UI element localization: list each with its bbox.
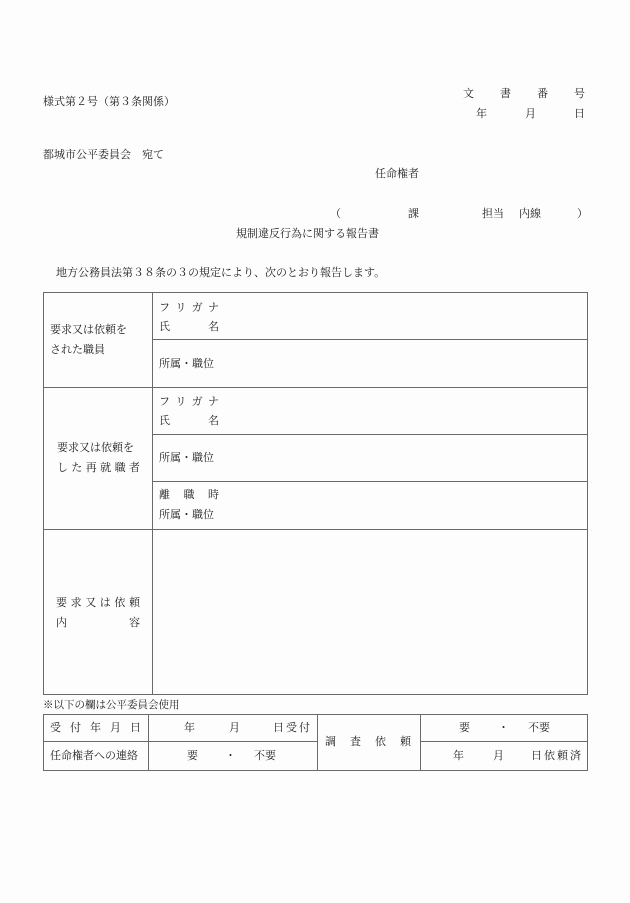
section2-label-line1: 要求又は依頼を <box>57 441 134 454</box>
label-char: 調 <box>325 735 336 748</box>
label-char: 職 <box>114 461 126 474</box>
form-number: 様式第２号（第３条関係） <box>43 95 175 108</box>
label-char: た <box>71 461 83 474</box>
investigation-day-label: 日依頼済 <box>531 749 583 762</box>
section2-affiliation-input[interactable] <box>230 439 580 476</box>
section3-content-input[interactable] <box>158 535 582 689</box>
label-char: 頼 <box>400 735 411 748</box>
date-month-label: 月 <box>525 107 536 120</box>
doc-number-char: 書 <box>500 87 511 100</box>
furigana-char: ナ <box>207 301 219 314</box>
label-char: 月 <box>110 721 121 734</box>
row-divider <box>152 481 587 482</box>
investigation-request-label <box>325 735 411 749</box>
investigation-option-field[interactable] <box>421 715 587 741</box>
contact-section-label: 課 <box>408 207 419 220</box>
investigation-date-field[interactable] <box>421 742 587 770</box>
committee-border-bottom <box>43 770 588 771</box>
contact-option-no[interactable]: 不要 <box>254 749 276 762</box>
label-char: は <box>99 596 111 609</box>
section1-affiliation-input[interactable] <box>230 345 580 381</box>
furigana-char: リ <box>175 301 187 314</box>
label-char: 依 <box>114 596 126 609</box>
retire-char: 時 <box>208 488 219 501</box>
date-field[interactable] <box>476 107 585 121</box>
appointer-contact-label: 任命権者への連絡 <box>50 749 138 762</box>
contact-close-paren: ） <box>577 207 588 220</box>
contact-person-label: 担当 <box>482 207 504 220</box>
label-char: 年 <box>90 721 101 734</box>
label-char: 再 <box>85 461 97 474</box>
contact-line[interactable] <box>0 207 630 221</box>
name-char: 氏 <box>159 320 170 333</box>
section2-retire-affiliation-input[interactable] <box>230 486 580 524</box>
receipt-month-label: 月 <box>229 721 240 734</box>
label-char: 又 <box>85 596 97 609</box>
contact-option-yes[interactable]: 要 <box>187 749 198 762</box>
label-char: 頼 <box>128 596 140 609</box>
appointer-contact-field[interactable] <box>149 742 317 770</box>
section1-affiliation-label: 所属・職位 <box>159 357 214 370</box>
label-char: 要 <box>56 596 67 609</box>
investigation-year-label: 年 <box>453 749 464 762</box>
section1-name-input[interactable] <box>230 298 580 336</box>
label-char: 就 <box>100 461 112 474</box>
label-char: 受 <box>50 721 61 734</box>
receipt-year-label: 年 <box>184 721 195 734</box>
furigana-char: ガ <box>191 301 203 314</box>
section2-name-input[interactable] <box>230 392 580 430</box>
name-char: 名 <box>208 320 219 333</box>
label-char: し <box>57 461 68 474</box>
doc-number-char: 番 <box>537 87 548 100</box>
date-year-label: 年 <box>476 107 487 120</box>
furigana-char: ナ <box>207 395 219 408</box>
investigation-option-separator: ・ <box>498 721 509 734</box>
label-char: 査 <box>350 735 361 748</box>
doc-number-char: 文 <box>463 87 474 100</box>
investigation-option-no[interactable]: 不要 <box>528 721 550 734</box>
section1-label-line2: された職員 <box>50 343 105 356</box>
receipt-day-label: 日受付 <box>273 721 312 734</box>
label-char: 内 <box>56 616 67 629</box>
section3-label-line1 <box>56 596 140 610</box>
row-divider <box>152 339 587 340</box>
furigana-char: リ <box>175 395 187 408</box>
section1-furigana-label <box>159 301 219 315</box>
furigana-char: フ <box>159 395 170 408</box>
label-char: 者 <box>128 461 140 474</box>
section1-label-line1: 要求又は依頼を <box>50 323 127 336</box>
table-column-divider <box>152 292 153 695</box>
section2-affiliation-label: 所属・職位 <box>159 451 214 464</box>
addressee: 都城市公平委員会 宛て <box>43 148 164 161</box>
receipt-date-field[interactable] <box>149 715 317 741</box>
table-border-right <box>587 292 588 695</box>
table-border-top <box>43 292 588 293</box>
name-char: 氏 <box>159 414 170 427</box>
table-border-bottom <box>43 694 588 695</box>
section2-retire-label <box>159 488 219 502</box>
document-number-label <box>463 87 585 101</box>
committee-note: ※以下の欄は公平委員会使用 <box>43 699 180 711</box>
section3-label-line2 <box>56 616 140 630</box>
name-char: 名 <box>208 414 219 427</box>
retire-char: 離 <box>159 488 170 501</box>
row-divider <box>152 434 587 435</box>
date-day-label: 日 <box>574 107 585 120</box>
document-title: 規制違反行為に関する報告書 <box>236 227 379 240</box>
investigation-month-label: 月 <box>493 749 504 762</box>
committee-border-right <box>587 714 588 771</box>
committee-border-left <box>43 714 44 771</box>
doc-number-char: 号 <box>574 87 585 100</box>
label-char: 日 <box>130 721 141 734</box>
committee-divider <box>317 714 318 771</box>
section2-name-label <box>159 414 219 428</box>
retire-char: 職 <box>183 488 195 501</box>
contact-open-paren: （ <box>330 207 341 220</box>
intro-text: 地方公務員法第３８条の３の規定により、次のとおり報告します。 <box>56 266 386 279</box>
receipt-date-label <box>50 721 141 735</box>
section1-name-label <box>159 320 219 334</box>
section-divider <box>43 529 588 530</box>
label-char: 依 <box>375 735 386 748</box>
section2-retire-affiliation-label: 所属・職位 <box>159 508 214 521</box>
contact-extension-label: 内線 <box>519 207 541 220</box>
table-border-left <box>43 292 44 695</box>
appointer-label: 任命権者 <box>375 167 419 180</box>
label-char: 求 <box>70 596 82 609</box>
section-divider <box>43 387 588 388</box>
furigana-char: ガ <box>191 395 203 408</box>
section2-label-line2 <box>57 461 140 475</box>
furigana-char: フ <box>159 301 170 314</box>
section2-furigana-label <box>159 395 219 409</box>
contact-option-separator: ・ <box>225 749 236 762</box>
label-char: 付 <box>70 721 81 734</box>
label-char: 容 <box>129 616 140 629</box>
investigation-option-yes[interactable]: 要 <box>459 721 470 734</box>
